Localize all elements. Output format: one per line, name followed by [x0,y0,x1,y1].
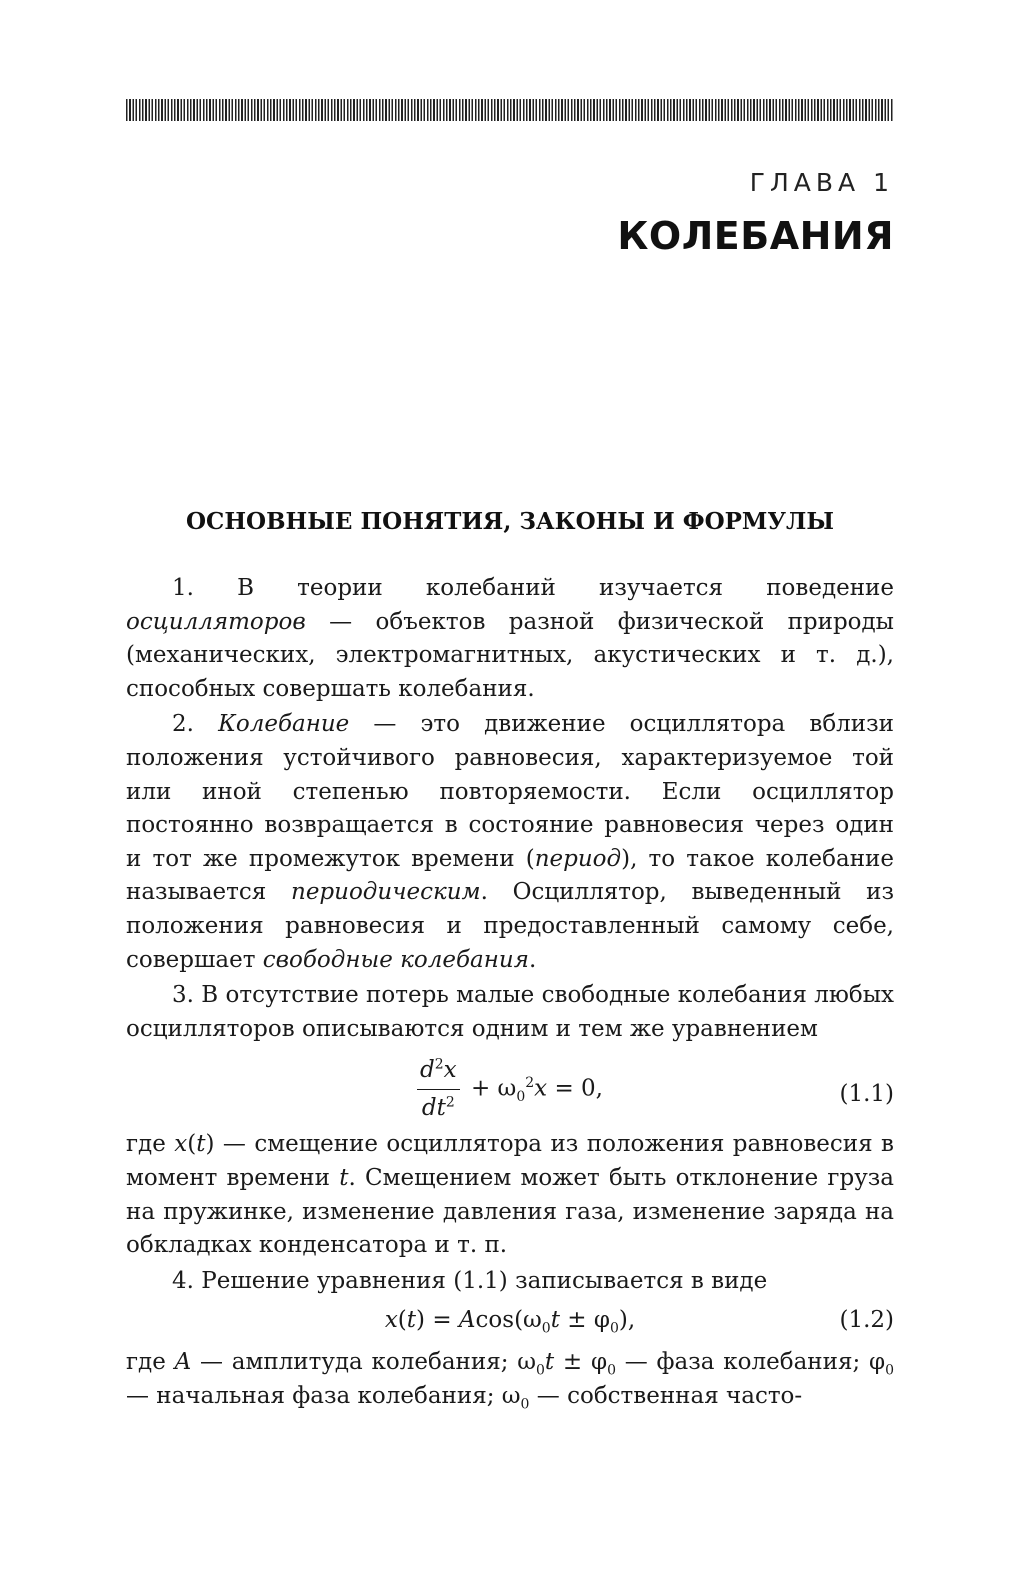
paragraph-6: где A — амплитуда колебания; $\omega_0t \pm \varphi_0$ — фаза колебания; $\varphi_0$ — начальная фаза колебания; $\omega_0$ — собственная часто- [126,1349,894,1413]
equation-1-2 [126,1300,894,1346]
body-text [126,572,894,1415]
chapter-title: КОЛЕБАНИЯ [617,214,894,258]
equation-1-1-number: (1.1) [839,1081,894,1108]
chapter-decorative-rule [126,99,894,121]
paragraph-4: где x(t) — смещение осциллятора из положения равновесия в момент времени t. Смещением может быть отклонение груза на пружинке, изменение давления газа, изменение заряда на обкладках конденсатора и т. п. [126,1131,894,1259]
paragraph-5: 4. Решение уравнения (1.1) записывается в виде [172,1267,768,1294]
paragraph-3: 3. В отсутствие потерь малые свободные колебания любых осцилляторов описываются одним и тем же уравнением [126,982,894,1042]
equation-1-1-formula: $\frac{d^2x}{dt^2}$ + $\omega_0^2x = 0$, [126,1054,894,1125]
equation-1-2-number: (1.2) [839,1307,894,1334]
paragraph-2: 2. Колебание — это движение осциллятора вблизи положения устойчивого равновесия, характеризуемое той или иной степенью повторяемости. Если осциллятор постоянно возвращается в состояние равновесия через один и тот же промежуток времени (период), то такое колебание называется периодическим. Осциллятор, выведенный из положения равновесия и предоставленный самому себе, совершает свободные колебания. [126,711,895,973]
paragraph-1: 1. В теории колебаний изучается поведение осцилляторов — объектов разной физической природы (механических, электромагнитных, акустических и т. д.), способных совершать колебания. [126,575,894,702]
section-title: ОСНОВНЫЕ ПОНЯТИЯ, ЗАКОНЫ И ФОРМУЛЫ [185,508,834,535]
chapter-label: ГЛАВА 1 [749,168,894,197]
equation-1-2-formula: $x(t) = Acos(\omega_0t \pm \varphi_0)$, [384,1307,636,1337]
fraction: $\frac{d^2x}{dt^2}$ [417,1054,460,1125]
equation-1-1 [126,1048,894,1128]
